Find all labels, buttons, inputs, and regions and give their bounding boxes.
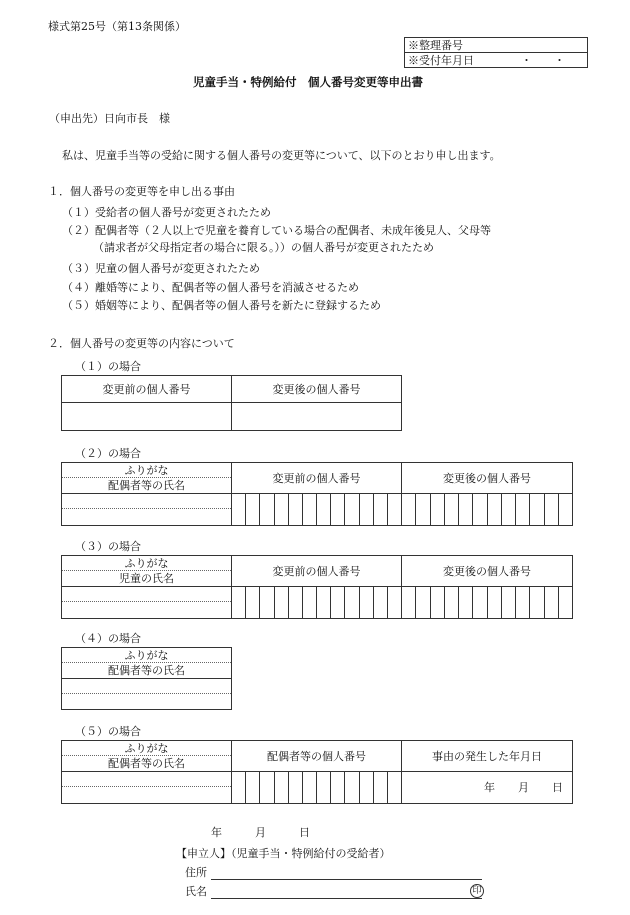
- office-use-box: [404, 37, 588, 68]
- case2-spouse-name-header: 配偶者等の氏名: [62, 478, 232, 494]
- case1-after-number-boxes[interactable]: [232, 403, 402, 431]
- case2-table: [61, 462, 573, 526]
- case5-event-date-input[interactable]: [402, 772, 573, 804]
- case3-label: （３）の場合: [75, 540, 141, 553]
- case1-table: [61, 375, 402, 431]
- address-label: 住所: [185, 866, 207, 879]
- reason-item-3: （３）児童の個人番号が変更されたため: [62, 262, 260, 275]
- case3-after-header: 変更後の個人番号: [402, 556, 573, 587]
- case2-furigana-input[interactable]: [62, 494, 232, 509]
- event-year-label: 年: [484, 781, 495, 794]
- application-date: 年 月 日: [211, 826, 310, 839]
- serial-number-label: ※整理番号: [405, 38, 588, 53]
- reason-item-5: （５）婚姻等により、配偶者等の個人番号を新たに登録するため: [62, 299, 381, 312]
- form-number: 様式第25号（第13条関係）: [48, 20, 186, 33]
- case4-furigana-header: ふりがな: [62, 648, 232, 663]
- case5-furigana-input[interactable]: [62, 772, 232, 787]
- case2-label: （２）の場合: [75, 447, 141, 460]
- case5-spouse-name-header: 配偶者等の氏名: [62, 756, 232, 772]
- case1-before-header: 変更前の個人番号: [62, 376, 232, 403]
- case3-furigana-header: ふりがな: [62, 556, 232, 571]
- case1-label: （１）の場合: [75, 360, 141, 373]
- case3-after-number-boxes[interactable]: [402, 587, 573, 619]
- event-day-label: 日: [552, 781, 563, 794]
- case3-furigana-input[interactable]: [62, 587, 232, 602]
- section1-heading: １．個人番号の変更等を申し出る事由: [48, 185, 235, 198]
- case2-after-header: 変更後の個人番号: [402, 463, 573, 494]
- applicant-label: 【申立人】（児童手当・特例給付の受給者）: [176, 847, 391, 860]
- received-date-label: ※受付年月日: [408, 53, 474, 67]
- case1-before-number-boxes[interactable]: [62, 403, 232, 431]
- case5-spouse-number-header: 配偶者等の個人番号: [232, 741, 402, 772]
- document-title: 児童手当・特例給付 個人番号変更等申出書: [193, 75, 423, 89]
- case4-table: [61, 647, 232, 710]
- case5-furigana-header: ふりがな: [62, 741, 232, 756]
- section2-heading: ２．個人番号の変更等の内容について: [48, 337, 235, 350]
- case2-before-number-boxes[interactable]: [232, 494, 402, 526]
- case4-name-input[interactable]: [62, 694, 232, 710]
- case3-table: [61, 555, 573, 619]
- case2-name-input[interactable]: [62, 509, 232, 526]
- case5-table: [61, 740, 573, 804]
- reason-item-4: （４）離婚等により、配偶者等の個人番号を消滅させるため: [62, 281, 359, 294]
- case3-before-number-boxes[interactable]: [232, 587, 402, 619]
- case4-furigana-input[interactable]: [62, 679, 232, 694]
- case3-name-input[interactable]: [62, 602, 232, 619]
- case3-child-name-header: 児童の氏名: [62, 571, 232, 587]
- case5-event-date-header: 事由の発生した年月日: [402, 741, 573, 772]
- case5-label: （５）の場合: [75, 725, 141, 738]
- case2-furigana-header: ふりがな: [62, 463, 232, 478]
- name-label: 氏名: [185, 885, 207, 898]
- addressee: （申出先）日向市長 様: [49, 112, 170, 125]
- reason-item-2: （２）配偶者等（２人以上で児童を養育している場合の配偶者、未成年後見人、父母等: [62, 224, 491, 237]
- case2-after-number-boxes[interactable]: [402, 494, 573, 526]
- case5-spouse-number-boxes[interactable]: [232, 772, 402, 804]
- case4-spouse-name-header: 配偶者等の氏名: [62, 663, 232, 679]
- reason-item-2-cont: （請求者が父母指定者の場合に限る。））の個人番号が変更されたため: [93, 241, 434, 254]
- address-input-line[interactable]: [211, 879, 482, 880]
- intro-text: 私は、児童手当等の受給に関する個人番号の変更等について、以下のとおり申し出ます。: [62, 149, 501, 162]
- case3-before-header: 変更前の個人番号: [232, 556, 402, 587]
- reason-item-1: （１）受給者の個人番号が変更されたため: [62, 206, 271, 219]
- case4-label: （４）の場合: [75, 632, 141, 645]
- case5-name-input[interactable]: [62, 787, 232, 804]
- name-input-line[interactable]: [211, 898, 482, 899]
- received-date-dots: ・ ・: [521, 53, 565, 67]
- seal-mark: 印: [470, 884, 484, 898]
- event-month-label: 月: [518, 781, 529, 794]
- case2-before-header: 変更前の個人番号: [232, 463, 402, 494]
- received-date-cell: [405, 53, 588, 68]
- case1-after-header: 変更後の個人番号: [232, 376, 402, 403]
